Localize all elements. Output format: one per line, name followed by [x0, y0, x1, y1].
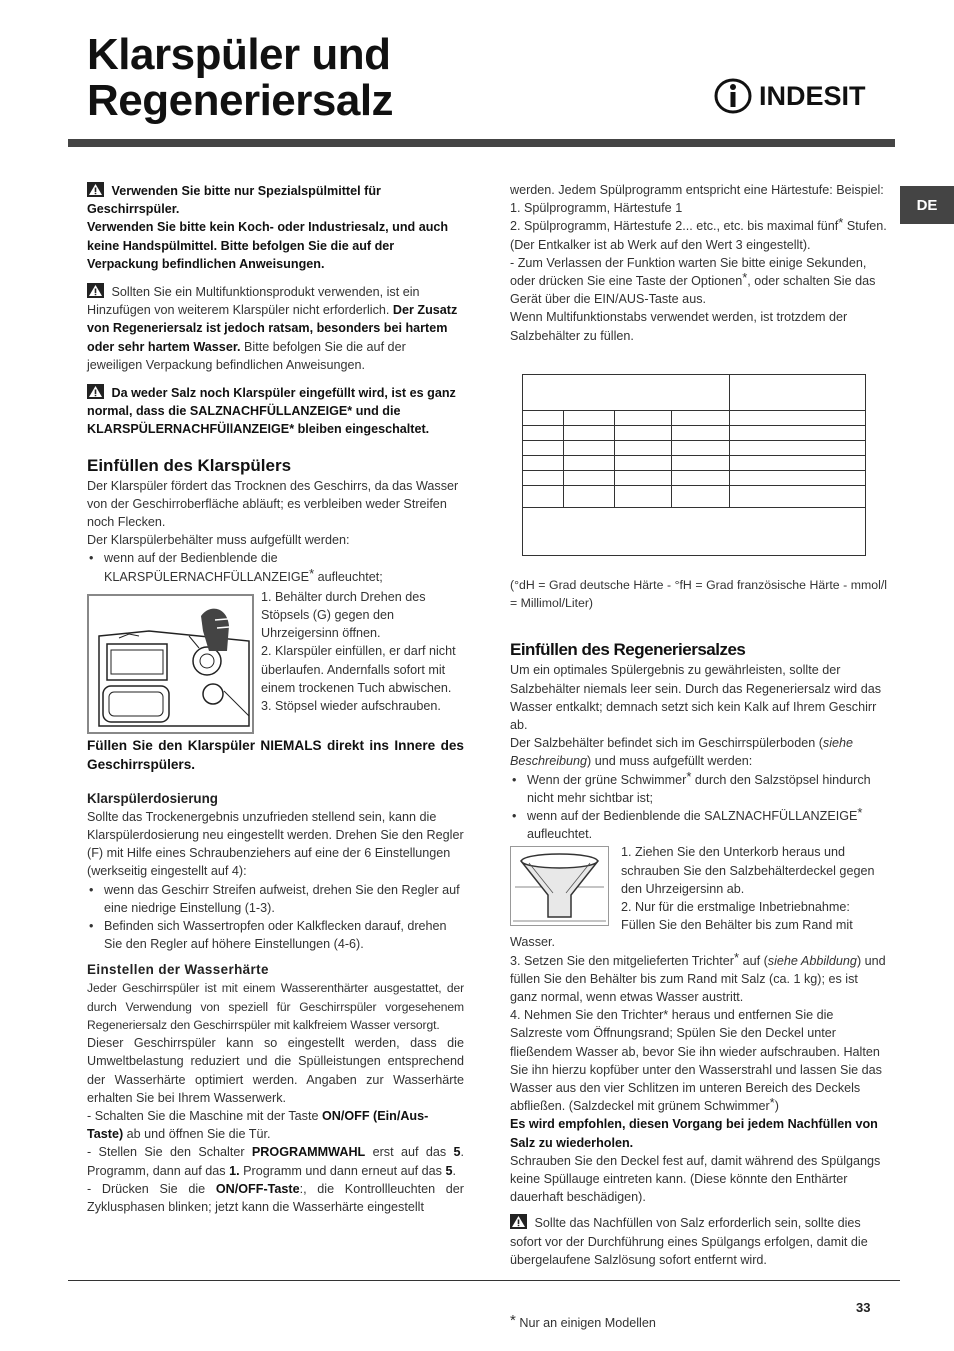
table-cell [730, 375, 866, 411]
table-cell [672, 456, 730, 471]
table-cell [730, 471, 866, 486]
table-cell [564, 411, 615, 426]
rinse-steps-block [87, 588, 464, 736]
funnel-illustration-icon [511, 847, 608, 925]
hs2f: 1. [229, 1163, 240, 1178]
rinse-bullet-text: wenn auf der Bedienblende die KLARSPÜLERNACHFÜLLANZEIGE [104, 551, 310, 584]
table-cell [615, 426, 672, 441]
rinse-never-note: Füllen Sie den Klarspüler NIEMALS direkt ins Innere des Geschirrspülers. [87, 737, 464, 772]
salt-step-4 [510, 1006, 887, 1115]
salt-paragraph-2 [510, 734, 887, 770]
table-footer-row [523, 508, 866, 556]
ss3a: 3. Setzen Sie den mitgelieferten Trichter [510, 953, 735, 968]
rinse-paragraph-2: Der Klarspülerbehälter muss aufgefüllt werden: [87, 533, 350, 548]
sb2a: wenn auf der Bedienblende die SALZNACHFÜLLANZEIGE [527, 809, 858, 824]
footnote-asterisk: * [510, 1312, 516, 1329]
warning-icon [87, 384, 104, 399]
sp2a: Der Salzbehälter befindet sich im Geschirrspülerboden ( [510, 736, 823, 751]
warning-block-1 [87, 182, 464, 273]
sb2b: aufleuchtet. [527, 827, 593, 842]
salt-steps-block [510, 843, 887, 935]
dosage-paragraph: Sollte das Trockenergebnis unzufrieden stellend sein, kann die Klarspülerdosierung neu eingestellt werden. Drehen Sie den Regler (F) mit Hilfe eines Schraubenziehers auf eine der 6 Einstellungen (werkseitig eingestellt auf 4): [87, 809, 464, 879]
hs1a: - Schalten Sie die Maschine mit der Taste [87, 1108, 319, 1123]
salt-paragraph-3: Schrauben Sie den Deckel fest auf, damit während des Spülgangs keine Spüllauge eintreten kann. (Diese könnte den Enthärter dauerhaft beschädigen). [510, 1153, 881, 1205]
p4a: - Zum Verlassen der Funktion warten Sie bitte einige Sekunden, oder drücken Sie eine Taste der Optionen [510, 255, 867, 289]
hardness-step-3 [87, 1180, 464, 1216]
indesit-logo-icon [713, 78, 753, 114]
hs3c: :, die Kontrollleuchten der Zyklusphasen blinken; jetzt kann die Wasserhärte eingestellt [87, 1181, 465, 1214]
salt-bullet-1 [510, 768, 887, 807]
hs3a: - Drücken Sie die [87, 1181, 206, 1196]
table-cell [672, 411, 730, 426]
salt-recommendation: Es wird empfohlen, diesen Vorgang bei jedem Nachfüllen von Salz zu wiederholen. [510, 1117, 878, 1150]
rinse-aid-dispenser-figure [87, 594, 254, 734]
footnote-text: Nur an einigen Modellen [519, 1316, 656, 1330]
hs2a: - Stellen Sie den Schalter [87, 1145, 245, 1160]
table-cell [523, 441, 564, 456]
table-cell [564, 441, 615, 456]
dosage-bullet-2: • Befinden sich Wassertropfen oder Kalkflecken darauf, drehen Sie den Regler auf höhere Einstellungen (4-6). [87, 917, 464, 953]
hs2h: 5 [445, 1163, 453, 1178]
rinse-step-2: 2. Klarspüler einfüllen, er darf nicht überlaufen. Andernfalls sofort mit einem trockenen Tuch abwischen. [261, 644, 456, 695]
table-row [523, 486, 866, 508]
table-cell [523, 411, 564, 426]
brand-logo [713, 78, 866, 114]
rinse-steps-text [261, 588, 464, 715]
right-column [510, 181, 887, 345]
footer-rule [68, 1280, 900, 1281]
table-row [523, 426, 866, 441]
onoff-key-label: ON/OFF (Ein/Aus-Taste) [87, 1108, 429, 1142]
hs2e: . Programm, dann auf das [87, 1145, 464, 1178]
hs2d: 5 [453, 1145, 461, 1160]
dispenser-illustration-icon [89, 596, 252, 732]
hardness-continued-4 [510, 254, 887, 309]
table-row [523, 471, 866, 486]
heading-rinse-aid: Einfüllen des Klarspülers [87, 455, 292, 475]
sp2b: siehe Beschreibung [510, 736, 854, 769]
p2a: 2. Spülprogramm, Härtestufe 2... etc., etc. bis maximal fünf [510, 219, 839, 234]
warning-3: Da weder Salz noch Klarspüler eingefüllt wird, ist es ganz normal, dass die SALZNACHFÜLLANZEIGE* und die KLARSPÜLERNACHFÜllANZEIGE* bleiben eingeschaltet. [87, 386, 456, 437]
table-cell [730, 426, 866, 441]
rinse-step-1: 1. Behälter durch Drehen des Stöpsels (G) gegen den Uhrzeigersinn öffnen. [261, 589, 426, 641]
hs2i: . [452, 1163, 456, 1178]
table-cell [615, 471, 672, 486]
warning-1b: Verwenden Sie bitte kein Koch- oder Industriesalz, und auch keine Handspülmittel. Bitte befolgen Sie die auf der Verpackung befindlichen Anweisungen. [87, 220, 449, 271]
table-row [523, 441, 866, 456]
hardness-continued-1: werden. Jedem Spülprogramm entspricht eine Härtestufe: Beispiel: 1. Spülprogramm, Härtestufe 1 [510, 183, 884, 216]
salt-warning [510, 1214, 887, 1269]
footnote [510, 1312, 656, 1330]
heading-water-hardness: Einstellen der Wasserhärte [87, 962, 269, 978]
hardness-step-1 [87, 1107, 464, 1143]
hardness-continued-2 [510, 217, 887, 235]
salt-step-2: 2. Nur für die erstmalige Inbetriebnahme: Füllen Sie den Behälter bis zum Rand mit [621, 900, 853, 933]
title-line-1: Klarspüler und [87, 30, 391, 79]
table-cell [672, 441, 730, 456]
table-cell [672, 471, 730, 486]
water-hardness-table [522, 374, 866, 556]
warning-2a: Sollten Sie ein Multifunktionsprodukt verwenden, ist ein Hinzufügen von weiterem Klarspüler nicht erforderlich. [87, 285, 420, 318]
ss3d: ) und füllen Sie den Behälter bis zum Rand mit Salz (ca. 1 kg); es ist ganz normal, wenn etwas Wasser austritt. [510, 953, 886, 1005]
ss3c: siehe Abbildung [767, 953, 857, 968]
salt-step-1: 1. Ziehen Sie den Unterkorb heraus und schrauben Sie den Salzbehälterdeckel gegen den Uhrzeigersinn ab. [621, 845, 875, 896]
table-note: (°dH = Grad deutsche Härte - °fH = Grad französische Härte - mmol/l = Millimol/Liter) [510, 578, 887, 611]
hardness-continued-3: (Der Entkalker ist ab Werk auf den Wert 3 eingestellt). [510, 237, 811, 252]
warning-icon [87, 283, 104, 298]
sb1b: durch den Salzstöpsel hindurch nicht mehr sichtbar ist; [527, 772, 871, 805]
hardness-paragraph-2: Dieser Geschirrspüler kann so eingestellt werden, dass die Umweltbelastung reduziert und die Spülleistungen entsprechend der Wasserhärte optimiert werden. Angaben zur Wasserhärte erhalten Sie bei Ihrem Wasserwerk. [87, 1036, 464, 1105]
warning-block-3 [87, 384, 464, 439]
hs1c: ab und öffnen Sie die Tür. [126, 1127, 271, 1142]
table-cell [730, 486, 866, 508]
table-cell [730, 411, 866, 426]
p4b: , oder schalten Sie das Gerät über die EIN/AUS-Taste aus. [510, 274, 876, 307]
warning-2c: Bitte befolgen Sie die auf der jeweiligen Verpackung befindlichen Anweisungen. [87, 339, 406, 372]
table-cell [564, 471, 615, 486]
salt-bullet-2 [510, 807, 887, 843]
salt-steps-text [621, 843, 887, 934]
asterisk: * [686, 768, 692, 784]
header-rule [68, 139, 895, 147]
salt-step-3 [510, 949, 887, 1007]
table-cell [615, 411, 672, 426]
table-row [523, 411, 866, 426]
ss4b: ) [774, 1099, 779, 1114]
sb1a: Wenn der grüne Schwimmer [527, 772, 687, 787]
warning-1a: Verwenden Sie bitte nur Spezialspülmittel für Geschirrspüler. [87, 184, 381, 217]
heading-rinse-dosage: Klarspülerdosierung [87, 790, 218, 806]
warning-block-2 [87, 283, 464, 374]
asterisk: * [742, 270, 748, 286]
warning-icon [87, 182, 104, 197]
table-cell [523, 375, 730, 411]
left-column [87, 182, 464, 1216]
salt-warning-text: Sollte das Nachfüllen von Salz erforderlich sein, sollte dies sofort vor der Durchführung eines Spülgangs erfolgen, damit die übergelaufene Salzlösung sofort entfernt wird. [510, 1216, 868, 1267]
language-tab: DE [900, 186, 954, 224]
rinse-bullet-1 [87, 549, 464, 585]
title-line-2: Regeneriersalz [87, 76, 394, 125]
table-cell [523, 456, 564, 471]
page-title [87, 32, 393, 124]
table-cell [672, 426, 730, 441]
hardness-step-2 [87, 1143, 464, 1179]
brand-name: INDESIT [759, 80, 866, 111]
table-header-row [523, 375, 866, 411]
dosage-bullet-1: • wenn das Geschirr Streifen aufweist, drehen Sie den Regler auf eine niedrige Einstellung (1-3). [87, 881, 464, 917]
asterisk: * [734, 949, 740, 965]
table-cell [523, 486, 564, 508]
program-selector-label: PROGRAMMWAHL [251, 1145, 366, 1160]
ss3b: auf ( [742, 953, 768, 968]
salt-funnel-figure [510, 846, 609, 926]
asterisk: * [309, 565, 315, 581]
table-cell [730, 441, 866, 456]
rinse-step-3: 3. Stöpsel wieder aufschrauben. [261, 699, 441, 714]
warning-2b: Der Zusatz von Regeneriersalz ist jedoch ratsam, besonders bei hartem oder sehr hartem Wasser. [87, 303, 458, 354]
table-cell [523, 426, 564, 441]
table-cell [564, 426, 615, 441]
p2b: Stufen. [846, 219, 887, 234]
hardness-continued-5: Wenn Multifunktionstabs verwendet werden, ist trotzdem der Salzbehälter zu füllen. [510, 310, 848, 343]
table-cell [615, 441, 672, 456]
table-cell [672, 486, 730, 508]
table-cell [730, 456, 866, 471]
ss4a: 4. Nehmen Sie den Trichter* heraus und entfernen Sie die Salzreste vom Öffnungsrand; Spülen Sie den Deckel unter fließendem Wasser ab, bevor Sie ihn wieder aufschrauben. Halten Sie ihn hierzu kopfüber unter den Wasserstrahl und lassen Sie das Wasser aus den vier Schlitzen im unteren Bereich des Deckels abfließen. (Salzdeckel mit grünem Schwimmer [510, 1008, 882, 1114]
table-cell [615, 456, 672, 471]
salt-paragraph-1: Um ein optimales Spülergebnis zu gewährleisten, sollte der Salzbehälter niemals leer sein. Durch das Regeneriersalz wird das Wasser entkalkt; demnach setzt sich kein Kalk auf Ihrem Geschirr ab. [510, 663, 881, 733]
table-cell [523, 471, 564, 486]
hardness-paragraph-1: Jeder Geschirrspüler ist mit einem Wasserenthärter ausgestattet, der durch Verwendung von speziell für Geschirrspüler vorgesehenem Regeneriersalz den Geschirrspüler mit kalkfreiem Wasser versorgt. [87, 981, 464, 1032]
sp2c: ) und muss aufgefüllt werden: [587, 754, 753, 769]
right-column-lower [510, 576, 887, 1269]
heading-salt: Einfüllen des Regeneriersalzes [510, 640, 746, 660]
asterisk: * [838, 215, 844, 231]
warning-icon [510, 1214, 527, 1229]
rinse-bullet-end: aufleuchtet; [317, 569, 383, 584]
salt-step-2-end: Wasser. [510, 935, 556, 950]
table-cell [615, 486, 672, 508]
rinse-paragraph-1: Der Klarspüler fördert das Trocknen des Geschirrs, da das Wasser von der Geschirroberfläche abläuft; es verbleiben weder Streifen noch Flecken. [87, 478, 459, 530]
page-number: 33 [856, 1300, 871, 1315]
table-cell [564, 486, 615, 508]
table-cell [564, 456, 615, 471]
hs2c: erst auf das [372, 1145, 447, 1160]
onoff-key-label-2: ON/OFF-Taste [215, 1181, 300, 1196]
table-row [523, 456, 866, 471]
table-cell [523, 508, 866, 556]
hs2g: Programm und dann erneut auf das [243, 1163, 442, 1178]
asterisk: * [857, 805, 863, 821]
asterisk: * [769, 1095, 775, 1111]
